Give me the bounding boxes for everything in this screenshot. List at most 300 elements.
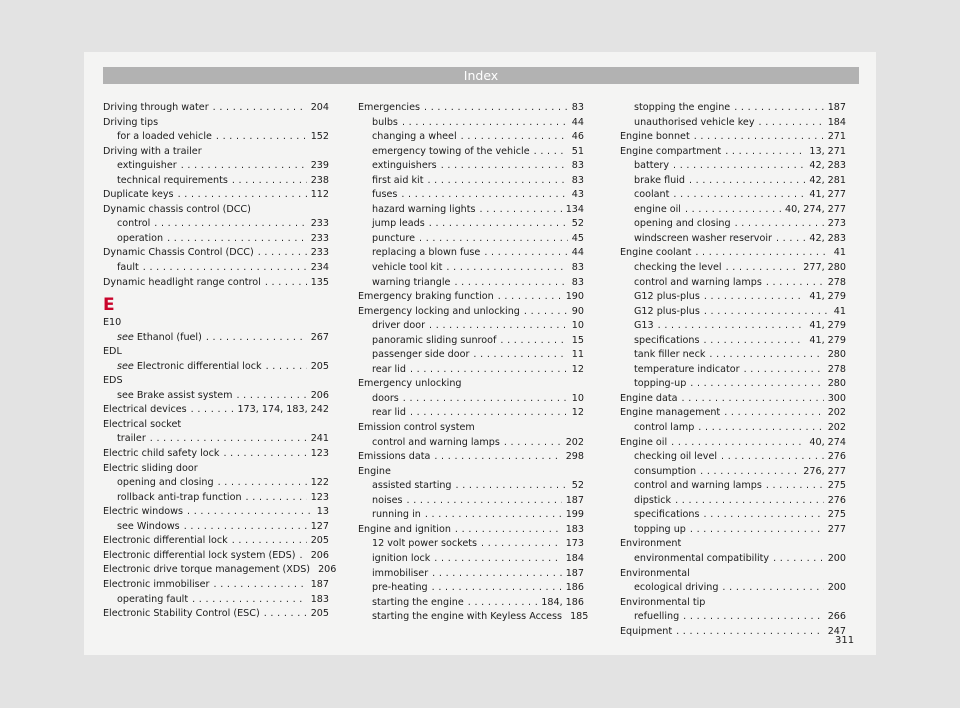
entry-label: specifications	[634, 334, 700, 346]
index-entry	[358, 436, 584, 451]
page-reference: 205	[310, 360, 329, 372]
dot-leader	[690, 523, 824, 538]
dot-leader	[766, 276, 824, 291]
dot-leader	[407, 494, 562, 509]
index-entry	[358, 159, 584, 174]
index-entry	[358, 479, 584, 494]
dot-leader	[682, 392, 824, 407]
dot-leader	[776, 232, 805, 247]
dot-leader	[192, 593, 307, 608]
entry-label: fuses	[372, 189, 398, 201]
entry-label: checking oil level	[634, 451, 718, 463]
dot-leader	[694, 130, 824, 145]
index-entry	[103, 476, 329, 491]
index-entry	[620, 450, 846, 465]
entry-label: warning triangle	[372, 276, 451, 288]
page-reference: 278	[827, 363, 846, 375]
index-entry	[103, 276, 329, 291]
dot-leader	[300, 549, 307, 564]
index-entry	[620, 581, 846, 596]
entry-label: Engine oil	[620, 436, 668, 448]
page-reference: 280	[827, 378, 846, 390]
entry-label: Engine data	[620, 392, 678, 404]
index-entry	[358, 581, 584, 596]
index-entry	[620, 625, 846, 640]
index-entry: Dynamic chassis control (DCC)	[103, 203, 251, 215]
dot-leader	[726, 261, 800, 276]
entry-label: noises	[372, 494, 403, 506]
index-entry	[358, 508, 584, 523]
dot-leader	[473, 348, 567, 363]
page-reference: 298	[565, 451, 584, 463]
dot-leader	[675, 494, 824, 509]
page-reference: 41, 277	[809, 189, 846, 201]
index-entry	[358, 494, 584, 509]
index-entry	[620, 174, 846, 189]
index-entry	[103, 174, 329, 189]
index-entry	[358, 174, 584, 189]
dot-leader	[498, 290, 562, 305]
index-entry	[358, 188, 584, 203]
page-reference: 266	[827, 611, 846, 623]
index-entry: Environmental	[620, 567, 690, 579]
page-reference: 233	[310, 247, 329, 259]
entry-label: opening and closing	[634, 218, 731, 230]
entry-label: Emergencies	[358, 102, 420, 113]
dot-leader	[236, 389, 306, 404]
page-title: Index	[463, 68, 499, 83]
entry-label: driver door	[372, 320, 426, 332]
page-reference: 241	[310, 433, 329, 445]
index-entry: EDS	[103, 375, 123, 387]
dot-leader	[434, 552, 561, 567]
index-entry	[620, 523, 846, 538]
entry-label: running in	[372, 509, 421, 521]
index-entry	[620, 319, 846, 334]
entry-label: Engine bonnet	[620, 131, 690, 143]
page-reference: 173, 174, 183, 242	[237, 404, 329, 416]
index-entry: EDL	[103, 346, 122, 358]
page-reference: 185	[570, 611, 589, 623]
entry-label: rear lid	[372, 363, 406, 375]
entry-label: extinguishers	[372, 160, 437, 172]
entry-label: dipstick	[634, 494, 672, 506]
see-reference: see	[117, 360, 134, 372]
index-entry	[358, 596, 584, 611]
dot-leader	[700, 465, 799, 480]
index-entry	[103, 593, 329, 608]
entry-label: assisted starting	[372, 480, 452, 492]
index-entry	[358, 567, 584, 582]
index-entry	[620, 130, 846, 145]
index-entry: Environment	[620, 538, 682, 550]
page-reference: 186	[565, 582, 584, 594]
page-reference: 83	[571, 276, 584, 288]
page-reference: 46	[571, 131, 584, 143]
index-entry	[103, 505, 329, 520]
dot-leader	[735, 217, 824, 232]
entry-label: environmental compatibility	[634, 552, 770, 564]
entry-label: tank filler neck	[634, 349, 706, 361]
entry-label: see Windows	[117, 520, 180, 532]
dot-leader	[721, 450, 824, 465]
index-entry: Electric sliding door	[103, 462, 198, 474]
index-entry	[358, 246, 584, 261]
page-reference: 276	[827, 451, 846, 463]
entry-label: Duplicate keys	[103, 189, 174, 201]
index-entry: E10	[103, 317, 122, 329]
dot-leader	[429, 217, 568, 232]
entry-label: consumption	[634, 465, 697, 477]
page-reference: 190	[565, 291, 584, 303]
entry-label: hazard warning lights	[372, 203, 476, 215]
page-reference: 276	[827, 494, 846, 506]
entry-label: temperature indicator	[634, 363, 740, 375]
index-entry	[620, 348, 846, 363]
page-reference: 276, 277	[803, 465, 846, 477]
dot-leader	[481, 537, 562, 552]
dot-leader	[698, 421, 823, 436]
entries-e	[103, 316, 337, 621]
entry-label: extinguisher	[117, 160, 177, 172]
entry-label: Electronic immobiliser	[103, 578, 210, 590]
page-reference: 233	[310, 232, 329, 244]
entry-label: panoramic sliding sunroof	[372, 334, 497, 346]
entry-label: control and warning lamps	[634, 276, 762, 288]
entry-label: topping-up	[634, 378, 687, 390]
entry-label: for a loaded vehicle	[117, 131, 212, 143]
index-entry	[103, 261, 329, 276]
entry-label: opening and closing	[117, 477, 214, 489]
page-reference: 300	[827, 392, 846, 404]
index-column-3	[620, 101, 846, 639]
page-reference: 42, 283	[809, 232, 846, 244]
index-entry	[358, 305, 584, 320]
index-entry	[620, 479, 846, 494]
dot-leader	[704, 334, 806, 349]
index-entry	[620, 377, 846, 392]
page-reference: 200	[827, 552, 846, 564]
dot-leader	[432, 581, 562, 596]
page-reference: 173	[565, 538, 584, 550]
dot-leader	[704, 508, 824, 523]
index-entry	[358, 348, 584, 363]
dot-leader	[402, 116, 568, 131]
page-reference: 40, 274, 277	[784, 203, 846, 215]
page-reference: 233	[310, 218, 329, 230]
see-reference: see	[117, 331, 134, 343]
index-entry	[620, 610, 846, 625]
entry-label: Emergency braking function	[358, 291, 494, 303]
entry-label: operation	[117, 232, 164, 244]
dot-leader	[191, 403, 234, 418]
index-entry	[358, 319, 584, 334]
entry-label: first aid kit	[372, 174, 424, 186]
entries-d	[103, 101, 329, 290]
entry-label: windscreen washer reservoir	[634, 232, 772, 244]
entry-label-text: Ethanol (fuel)	[136, 331, 202, 343]
index-entry	[103, 563, 337, 578]
page-reference: 275	[827, 509, 846, 521]
page-reference: 278	[827, 276, 846, 288]
index-entry	[358, 217, 584, 232]
dot-leader	[695, 246, 829, 261]
page-reference: 83	[571, 174, 584, 186]
page-number: 311	[835, 635, 855, 646]
entry-label: emergency towing of the vehicle	[372, 145, 530, 157]
entry-label: topping up	[634, 523, 686, 535]
index-entry	[620, 406, 846, 421]
entry-label: Engine compartment	[620, 145, 722, 157]
dot-leader	[455, 523, 562, 538]
entry-label: control and warning lamps	[372, 436, 500, 448]
page-reference: 40, 274	[809, 436, 846, 448]
dot-leader	[484, 246, 567, 261]
page-reference: 10	[571, 320, 584, 332]
page-reference: 51	[571, 145, 584, 157]
page-reference: 187	[565, 494, 584, 506]
index-entry	[103, 360, 329, 375]
page-reference: 15	[571, 334, 584, 346]
entry-label: trailer	[117, 433, 146, 445]
page-reference: 123	[310, 448, 329, 460]
dot-leader	[704, 290, 806, 305]
page-reference: 199	[565, 509, 584, 521]
page-reference: 134	[565, 203, 584, 215]
page-reference: 206	[310, 549, 329, 561]
dot-leader	[150, 432, 307, 447]
index-entry: Environmental tip	[620, 596, 706, 608]
entry-label: engine oil	[634, 203, 681, 215]
entry-label: refuelling	[634, 611, 680, 623]
page-reference: 42, 281	[809, 174, 846, 186]
page-reference: 271	[827, 131, 846, 143]
dot-leader	[429, 319, 568, 334]
dot-leader	[424, 101, 568, 116]
dot-leader	[734, 101, 823, 116]
index-entry	[620, 334, 846, 349]
dot-leader	[524, 305, 568, 320]
page-reference: 13	[316, 506, 329, 518]
entry-label: stopping the engine	[634, 102, 731, 113]
entry-label: coolant	[634, 189, 670, 201]
dot-leader	[232, 534, 307, 549]
page-reference: 127	[310, 520, 329, 532]
entry-label: Electronic differential lock system (EDS)	[103, 549, 296, 561]
index-entry	[103, 432, 329, 447]
entry-label: immobiliser	[372, 567, 429, 579]
page-reference: 42, 283	[809, 160, 846, 172]
dot-leader	[773, 552, 824, 567]
index-entry	[103, 549, 329, 564]
page-reference: 273	[827, 218, 846, 230]
index-entry	[103, 246, 329, 261]
entry-label: Engine management	[620, 407, 721, 419]
index-entry	[358, 203, 584, 218]
dot-leader	[709, 348, 823, 363]
index-entry	[358, 101, 584, 116]
entry-label: replacing a blown fuse	[372, 247, 481, 259]
entry-label: doors	[372, 392, 399, 404]
index-entry	[620, 101, 846, 116]
dot-leader	[213, 101, 307, 116]
dot-leader	[722, 581, 823, 596]
page-reference: 204	[310, 102, 329, 113]
dot-leader	[427, 174, 567, 189]
index-column-2	[358, 101, 589, 625]
section-letter: E	[103, 295, 115, 316]
page-reference: 183	[565, 523, 584, 535]
index-entry	[358, 363, 584, 378]
index-entry	[358, 450, 584, 465]
index-entry	[620, 276, 846, 291]
dot-leader	[689, 174, 805, 189]
entry-label: starting the engine with Keyless Access	[372, 611, 563, 623]
dot-leader	[206, 331, 307, 346]
entry-label: Electronic differential lock	[103, 535, 228, 547]
page-reference: 90	[571, 305, 584, 317]
page-reference: 83	[571, 262, 584, 274]
entry-label: bulbs	[372, 116, 398, 128]
entry-label: operating fault	[117, 593, 189, 605]
index-entry	[620, 217, 846, 232]
index-entry	[358, 334, 584, 349]
entry-label: checking the level	[634, 262, 722, 274]
dot-leader	[401, 188, 567, 203]
dot-leader	[456, 479, 568, 494]
entry-label: 12 volt power sockets	[372, 538, 478, 550]
page-reference: 238	[310, 174, 329, 186]
dot-leader	[725, 145, 805, 160]
dot-leader	[658, 319, 806, 334]
dot-leader	[246, 491, 307, 506]
dot-leader	[759, 116, 824, 131]
index-entry	[103, 188, 329, 203]
dot-leader	[671, 436, 805, 451]
page-reference: 202	[565, 436, 584, 448]
entry-label: starting the engine	[372, 596, 464, 608]
dot-leader	[676, 625, 824, 640]
page-reference: 187	[827, 102, 846, 113]
entry-label: control lamp	[634, 422, 695, 434]
index-entry	[358, 552, 584, 567]
index-entry: Driving tips	[103, 116, 159, 128]
dot-leader	[403, 392, 568, 407]
entry-label: ignition lock	[372, 552, 431, 564]
entry-label: G12 plus-plus	[634, 291, 700, 303]
entry-label: unauthorised vehicle key	[634, 116, 755, 128]
page-reference: 52	[571, 218, 584, 230]
index-entry	[620, 261, 846, 276]
entry-label: changing a wheel	[372, 131, 457, 143]
index-entry	[620, 203, 846, 218]
page-reference: 123	[310, 491, 329, 503]
page-reference: 152	[310, 131, 329, 143]
index-column-1	[103, 101, 337, 622]
dot-leader	[214, 578, 307, 593]
entry-label: Emergency locking and unlocking	[358, 305, 520, 317]
index-entry: Emission control system	[358, 422, 475, 434]
dot-leader	[432, 567, 562, 582]
page-header	[103, 67, 859, 84]
index-entry	[358, 610, 589, 625]
page-reference: 205	[310, 535, 329, 547]
dot-leader	[419, 232, 568, 247]
page-reference: 41, 279	[809, 334, 846, 346]
page-reference: 12	[571, 407, 584, 419]
page-reference: 184	[565, 552, 584, 564]
page-reference: 202	[827, 407, 846, 419]
index-entry	[358, 392, 584, 407]
entry-label: see Brake assist system	[117, 389, 233, 401]
dot-leader	[673, 188, 805, 203]
page-reference: 205	[310, 608, 329, 620]
dot-leader	[690, 377, 823, 392]
dot-leader	[534, 145, 568, 160]
dot-leader	[181, 159, 307, 174]
dot-leader	[461, 130, 568, 145]
index-entry	[358, 116, 584, 131]
entry-label: Electronic Stability Control (ESC)	[103, 608, 260, 620]
page-reference: 239	[310, 160, 329, 172]
index-entry	[103, 389, 329, 404]
index-entry	[620, 494, 846, 509]
entry-label: Engine coolant	[620, 247, 692, 259]
index-entry	[103, 607, 329, 622]
entry-label: Driving through water	[103, 102, 209, 113]
index-entry	[103, 534, 329, 549]
index-entry	[103, 403, 329, 418]
entry-label: Dynamic Chassis Control (DCC)	[103, 247, 254, 259]
index-entry	[103, 447, 329, 462]
index-entry	[358, 537, 584, 552]
index-entry	[620, 188, 846, 203]
index-entry	[620, 290, 846, 305]
index-entry	[103, 232, 329, 247]
index-entry	[358, 261, 584, 276]
dot-leader	[266, 360, 307, 375]
index-entry: Emergency unlocking	[358, 378, 462, 390]
page-reference: 122	[310, 477, 329, 489]
index-entry	[358, 232, 584, 247]
index-entry	[103, 130, 329, 145]
page-reference: 45	[571, 232, 584, 244]
dot-leader	[724, 406, 823, 421]
entry-label: Electric windows	[103, 506, 183, 518]
entry-label	[117, 360, 262, 375]
page-reference: 184	[827, 116, 846, 128]
page-reference: 41	[833, 305, 846, 317]
page-reference: 41, 279	[809, 291, 846, 303]
entry-label: passenger side door	[372, 349, 470, 361]
dot-leader	[154, 217, 306, 232]
dot-leader	[685, 203, 781, 218]
dot-leader	[504, 436, 562, 451]
page-reference: 12	[571, 363, 584, 375]
dot-leader	[704, 305, 830, 320]
dot-leader	[223, 447, 306, 462]
index-entry	[103, 491, 329, 506]
page-reference: 184, 186	[541, 596, 584, 608]
dot-leader	[410, 406, 568, 421]
entry-label: ecological driving	[634, 582, 719, 594]
dot-leader	[454, 276, 567, 291]
page-reference: 187	[565, 567, 584, 579]
page-reference: 135	[310, 276, 329, 288]
dot-leader	[441, 159, 568, 174]
index-entry	[358, 145, 584, 160]
dot-leader	[673, 159, 805, 174]
